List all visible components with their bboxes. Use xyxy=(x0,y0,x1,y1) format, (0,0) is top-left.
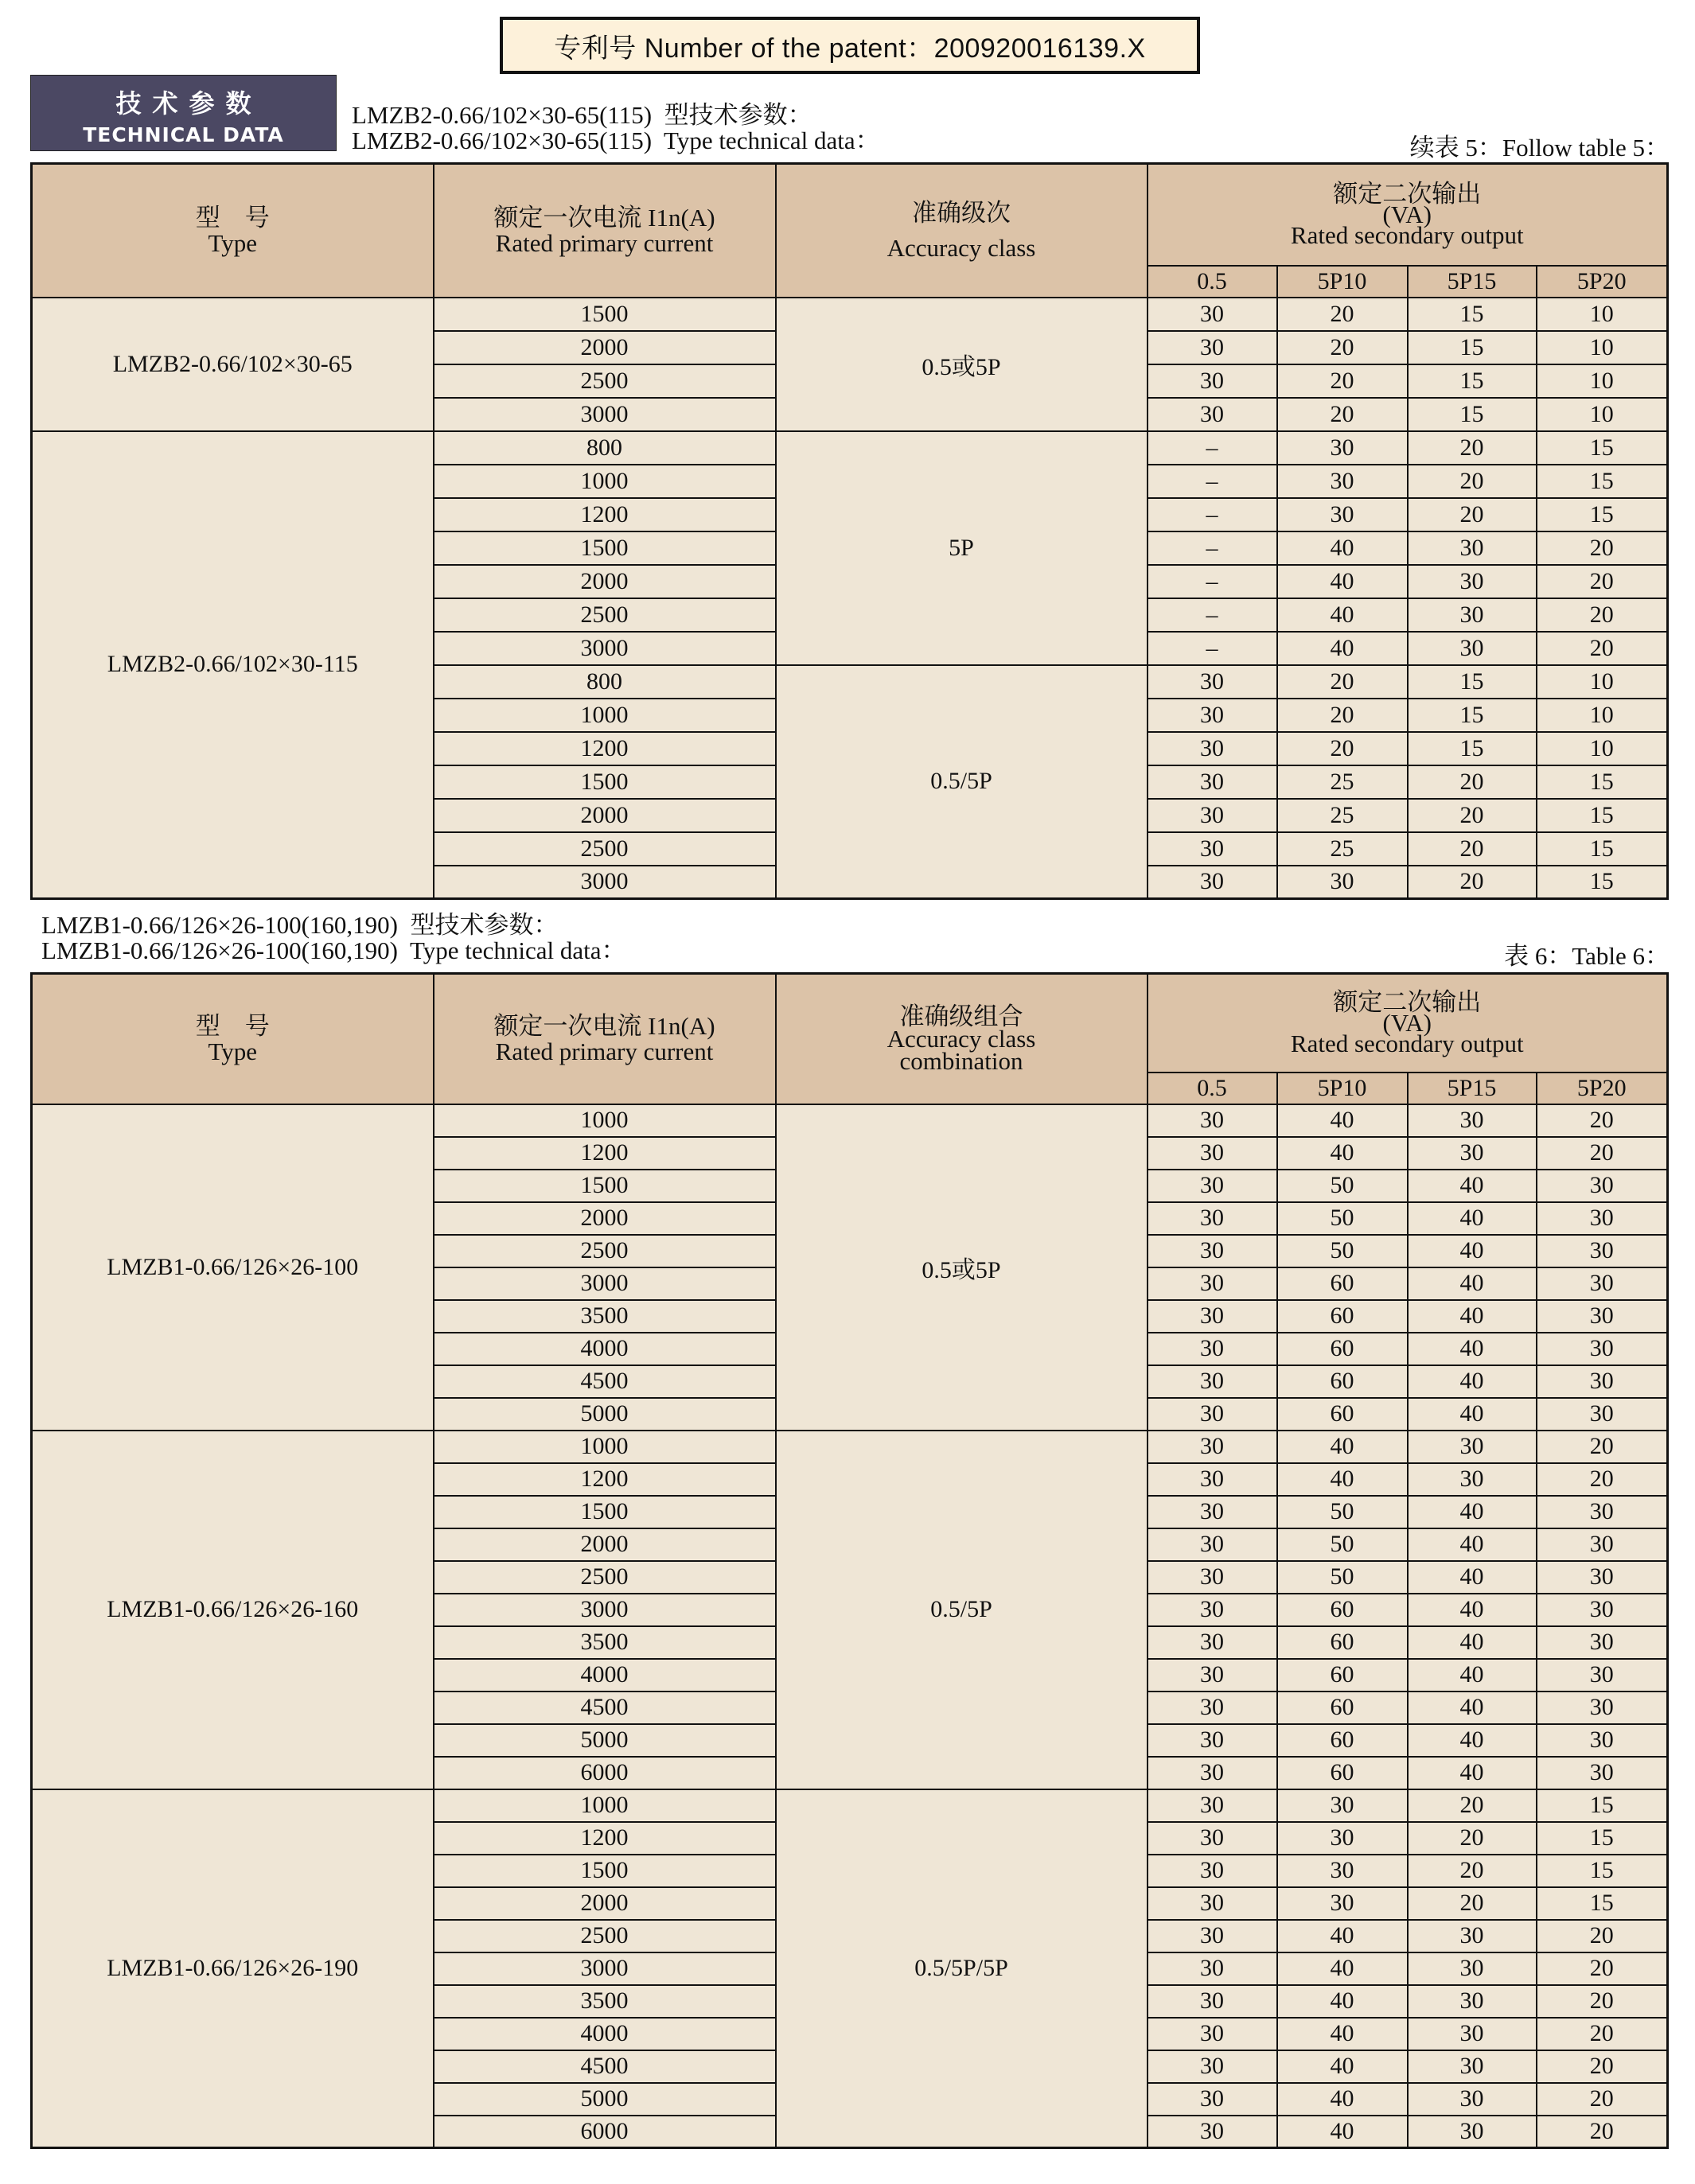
primary-current-cell: 2500 xyxy=(434,1561,776,1594)
output-5p15-cell: 40 xyxy=(1408,1496,1537,1528)
primary-current-cell: 5000 xyxy=(434,1398,776,1431)
primary-current-cell: 1200 xyxy=(434,1463,776,1496)
primary-current-cell: 4500 xyxy=(434,1365,776,1398)
output-0-5-cell: 30 xyxy=(1148,1887,1277,1920)
output-5p10-cell: 50 xyxy=(1277,1561,1408,1594)
type-cell: LMZB2-0.66/102×30-115 xyxy=(32,431,434,899)
output-5p20-cell: 30 xyxy=(1537,1365,1668,1398)
primary-current-cell: 2000 xyxy=(434,565,776,598)
output-5p20-cell: 15 xyxy=(1537,765,1668,799)
output-5p10-cell: 20 xyxy=(1277,699,1408,732)
output-5p15-cell: 15 xyxy=(1408,699,1537,732)
output-5p10-cell: 30 xyxy=(1277,1887,1408,1920)
output-5p10-cell: 20 xyxy=(1277,298,1408,331)
header-type: 型 号 Type xyxy=(32,164,434,298)
header-accuracy-combination: 准确级组合 Accuracy class combination xyxy=(776,974,1148,1104)
output-0-5-cell: 30 xyxy=(1148,765,1277,799)
output-0-5-cell: – xyxy=(1148,431,1277,465)
output-0-5-cell: 30 xyxy=(1148,1137,1277,1170)
table-row xyxy=(32,1789,1668,1822)
header-primary-current: 额定一次电流 I1n(A) Rated primary current xyxy=(434,164,776,298)
output-5p10-cell: 30 xyxy=(1277,1822,1408,1855)
output-5p20-cell: 15 xyxy=(1537,498,1668,531)
table-row xyxy=(32,1104,1668,1137)
output-5p15-cell: 30 xyxy=(1408,2083,1537,2116)
output-5p20-cell: 30 xyxy=(1537,1333,1668,1365)
output-5p10-cell: 30 xyxy=(1277,1789,1408,1822)
primary-current-cell: 3500 xyxy=(434,1626,776,1659)
output-5p15-cell: 40 xyxy=(1408,1202,1537,1235)
table6 xyxy=(30,972,1669,2149)
output-5p15-cell: 20 xyxy=(1408,498,1537,531)
output-5p20-cell: 20 xyxy=(1537,1952,1668,1985)
table6-label: 表 6：Table 6： xyxy=(1504,942,1670,970)
output-5p20-cell: 30 xyxy=(1537,1724,1668,1757)
output-5p15-cell: 15 xyxy=(1408,665,1537,699)
output-5p20-cell: 20 xyxy=(1537,2050,1668,2083)
output-5p20-cell: 30 xyxy=(1537,1496,1668,1528)
output-5p20-cell: 30 xyxy=(1537,1692,1668,1724)
output-5p10-cell: 60 xyxy=(1277,1626,1408,1659)
output-5p10-cell: 60 xyxy=(1277,1333,1408,1365)
output-0-5-cell: 30 xyxy=(1148,1333,1277,1365)
output-5p20-cell: 10 xyxy=(1537,398,1668,431)
primary-current-cell: 2500 xyxy=(434,832,776,866)
output-5p15-cell: 30 xyxy=(1408,2018,1537,2050)
header-sub-5p15: 5P15 xyxy=(1408,1073,1537,1104)
output-0-5-cell: 30 xyxy=(1148,832,1277,866)
table-row xyxy=(32,1431,1668,1463)
output-0-5-cell: 30 xyxy=(1148,1594,1277,1626)
output-5p20-cell: 10 xyxy=(1537,298,1668,331)
primary-current-cell: 4500 xyxy=(434,1692,776,1724)
output-5p10-cell: 25 xyxy=(1277,799,1408,832)
output-5p20-cell: 30 xyxy=(1537,1659,1668,1692)
output-5p10-cell: 40 xyxy=(1277,1104,1408,1137)
output-5p20-cell: 20 xyxy=(1537,1920,1668,1952)
output-5p10-cell: 30 xyxy=(1277,1855,1408,1887)
output-0-5-cell: 30 xyxy=(1148,1561,1277,1594)
output-5p15-cell: 40 xyxy=(1408,1724,1537,1757)
output-5p10-cell: 30 xyxy=(1277,498,1408,531)
output-5p20-cell: 20 xyxy=(1537,1431,1668,1463)
primary-current-cell: 4000 xyxy=(434,1659,776,1692)
output-5p10-cell: 40 xyxy=(1277,2050,1408,2083)
output-5p15-cell: 30 xyxy=(1408,2050,1537,2083)
primary-current-cell: 1200 xyxy=(434,732,776,765)
primary-current-cell: 2500 xyxy=(434,598,776,632)
primary-current-cell: 4000 xyxy=(434,1333,776,1365)
output-5p20-cell: 10 xyxy=(1537,331,1668,364)
header-type: 型 号 Type xyxy=(32,974,434,1104)
output-5p15-cell: 20 xyxy=(1408,765,1537,799)
output-5p15-cell: 40 xyxy=(1408,1398,1537,1431)
output-0-5-cell: 30 xyxy=(1148,1659,1277,1692)
header-sub-0-5: 0.5 xyxy=(1148,1073,1277,1104)
output-5p10-cell: 60 xyxy=(1277,1594,1408,1626)
output-5p10-cell: 40 xyxy=(1277,1463,1408,1496)
output-5p10-cell: 50 xyxy=(1277,1170,1408,1202)
output-0-5-cell: 30 xyxy=(1148,665,1277,699)
type-cell: LMZB1-0.66/126×26-100 xyxy=(32,1104,434,1431)
table-row xyxy=(32,431,1668,465)
output-5p15-cell: 20 xyxy=(1408,1887,1537,1920)
output-5p20-cell: 15 xyxy=(1537,1887,1668,1920)
output-5p15-cell: 40 xyxy=(1408,1333,1537,1365)
output-5p20-cell: 15 xyxy=(1537,1822,1668,1855)
output-5p15-cell: 15 xyxy=(1408,298,1537,331)
primary-current-cell: 3500 xyxy=(434,1300,776,1333)
output-0-5-cell: 30 xyxy=(1148,1952,1277,1985)
output-5p20-cell: 30 xyxy=(1537,1170,1668,1202)
output-5p10-cell: 40 xyxy=(1277,2018,1408,2050)
output-0-5-cell: 30 xyxy=(1148,331,1277,364)
header-sub-0-5: 0.5 xyxy=(1148,266,1277,298)
output-5p20-cell: 20 xyxy=(1537,598,1668,632)
output-5p15-cell: 40 xyxy=(1408,1626,1537,1659)
output-5p10-cell: 40 xyxy=(1277,565,1408,598)
output-5p15-cell: 15 xyxy=(1408,732,1537,765)
output-5p10-cell: 40 xyxy=(1277,1985,1408,2018)
output-5p20-cell: 30 xyxy=(1537,1757,1668,1789)
output-5p15-cell: 20 xyxy=(1408,1855,1537,1887)
primary-current-cell: 2000 xyxy=(434,1202,776,1235)
output-0-5-cell: 30 xyxy=(1148,1235,1277,1267)
output-5p20-cell: 30 xyxy=(1537,1528,1668,1561)
output-5p15-cell: 40 xyxy=(1408,1170,1537,1202)
output-0-5-cell: 30 xyxy=(1148,1431,1277,1463)
output-5p10-cell: 50 xyxy=(1277,1496,1408,1528)
output-5p10-cell: 50 xyxy=(1277,1202,1408,1235)
primary-current-cell: 3000 xyxy=(434,1594,776,1626)
output-5p10-cell: 40 xyxy=(1277,1137,1408,1170)
output-0-5-cell: – xyxy=(1148,632,1277,665)
primary-current-cell: 3000 xyxy=(434,632,776,665)
output-0-5-cell: – xyxy=(1148,531,1277,565)
output-0-5-cell: 30 xyxy=(1148,1202,1277,1235)
type-cell: LMZB2-0.66/102×30-65 xyxy=(32,298,434,431)
output-0-5-cell: 30 xyxy=(1148,1496,1277,1528)
output-5p15-cell: 30 xyxy=(1408,632,1537,665)
output-5p20-cell: 10 xyxy=(1537,364,1668,398)
primary-current-cell: 3000 xyxy=(434,866,776,899)
output-5p10-cell: 40 xyxy=(1277,2083,1408,2116)
output-0-5-cell: 30 xyxy=(1148,699,1277,732)
output-0-5-cell: 30 xyxy=(1148,1789,1277,1822)
output-0-5-cell: 30 xyxy=(1148,1170,1277,1202)
primary-current-cell: 1200 xyxy=(434,1822,776,1855)
table5-caption-en: LMZB2-0.66/102×30-65(115) Type technical data： xyxy=(352,127,880,154)
output-5p20-cell: 30 xyxy=(1537,1202,1668,1235)
primary-current-cell: 6000 xyxy=(434,1757,776,1789)
output-5p20-cell: 15 xyxy=(1537,431,1668,465)
badge-title-cn: 技术参数 xyxy=(115,88,263,119)
output-5p20-cell: 30 xyxy=(1537,1267,1668,1300)
output-5p10-cell: 20 xyxy=(1277,732,1408,765)
primary-current-cell: 3500 xyxy=(434,1985,776,2018)
accuracy-class-cell: 0.5/5P xyxy=(776,665,1148,899)
output-5p20-cell: 10 xyxy=(1537,732,1668,765)
output-5p15-cell: 40 xyxy=(1408,1267,1537,1300)
output-5p10-cell: 20 xyxy=(1277,364,1408,398)
primary-current-cell: 6000 xyxy=(434,2116,776,2148)
output-0-5-cell: 30 xyxy=(1148,799,1277,832)
primary-current-cell: 4500 xyxy=(434,2050,776,2083)
output-0-5-cell: 30 xyxy=(1148,1463,1277,1496)
output-5p15-cell: 30 xyxy=(1408,1920,1537,1952)
output-0-5-cell: 30 xyxy=(1148,1528,1277,1561)
output-5p20-cell: 30 xyxy=(1537,1398,1668,1431)
output-5p20-cell: 15 xyxy=(1537,866,1668,899)
primary-current-cell: 1500 xyxy=(434,1496,776,1528)
output-0-5-cell: 30 xyxy=(1148,1985,1277,2018)
output-0-5-cell: 30 xyxy=(1148,298,1277,331)
accuracy-class-cell: 0.5或5P xyxy=(776,298,1148,431)
output-5p15-cell: 30 xyxy=(1408,1463,1537,1496)
output-5p20-cell: 30 xyxy=(1537,1594,1668,1626)
type-cell: LMZB1-0.66/126×26-190 xyxy=(32,1789,434,2148)
output-5p15-cell: 40 xyxy=(1408,1300,1537,1333)
output-5p15-cell: 20 xyxy=(1408,832,1537,866)
accuracy-class-cell: 0.5或5P xyxy=(776,1104,1148,1431)
output-0-5-cell: 30 xyxy=(1148,2018,1277,2050)
output-5p15-cell: 40 xyxy=(1408,1528,1537,1561)
primary-current-cell: 1500 xyxy=(434,531,776,565)
primary-current-cell: 2000 xyxy=(434,1887,776,1920)
output-5p15-cell: 40 xyxy=(1408,1561,1537,1594)
output-5p10-cell: 40 xyxy=(1277,531,1408,565)
patent-number-box: 专利号 Number of the patent：200920016139.X xyxy=(500,17,1200,74)
output-5p10-cell: 40 xyxy=(1277,598,1408,632)
header-sub-5p20: 5P20 xyxy=(1537,266,1668,298)
primary-current-cell: 4000 xyxy=(434,2018,776,2050)
table5-label: 续表 5：Follow table 5： xyxy=(1409,134,1670,162)
output-0-5-cell: 30 xyxy=(1148,1920,1277,1952)
output-0-5-cell: – xyxy=(1148,498,1277,531)
badge-title-en: TECHNICAL DATA xyxy=(83,123,284,146)
output-5p20-cell: 20 xyxy=(1537,2018,1668,2050)
output-0-5-cell: 30 xyxy=(1148,1300,1277,1333)
primary-current-cell: 1500 xyxy=(434,1170,776,1202)
output-0-5-cell: 30 xyxy=(1148,1365,1277,1398)
header-secondary-output: 额定二次输出 (VA) Rated secondary output xyxy=(1148,974,1668,1073)
header-sub-5p20: 5P20 xyxy=(1537,1073,1668,1104)
output-5p20-cell: 20 xyxy=(1537,1137,1668,1170)
output-0-5-cell: 30 xyxy=(1148,1855,1277,1887)
output-5p15-cell: 15 xyxy=(1408,398,1537,431)
output-5p15-cell: 20 xyxy=(1408,1822,1537,1855)
output-5p20-cell: 20 xyxy=(1537,632,1668,665)
output-5p15-cell: 20 xyxy=(1408,431,1537,465)
output-5p15-cell: 15 xyxy=(1408,331,1537,364)
primary-current-cell: 2500 xyxy=(434,364,776,398)
primary-current-cell: 3000 xyxy=(434,398,776,431)
output-0-5-cell: 30 xyxy=(1148,732,1277,765)
output-5p20-cell: 15 xyxy=(1537,832,1668,866)
output-5p10-cell: 20 xyxy=(1277,665,1408,699)
output-5p15-cell: 30 xyxy=(1408,565,1537,598)
output-0-5-cell: 30 xyxy=(1148,866,1277,899)
header-secondary-output: 额定二次输出 (VA) Rated secondary output xyxy=(1148,164,1668,266)
output-5p10-cell: 25 xyxy=(1277,832,1408,866)
output-0-5-cell: – xyxy=(1148,565,1277,598)
output-5p15-cell: 30 xyxy=(1408,1952,1537,1985)
output-5p15-cell: 20 xyxy=(1408,799,1537,832)
primary-current-cell: 1200 xyxy=(434,498,776,531)
output-5p20-cell: 20 xyxy=(1537,1463,1668,1496)
output-5p15-cell: 30 xyxy=(1408,1985,1537,2018)
output-5p20-cell: 20 xyxy=(1537,565,1668,598)
primary-current-cell: 800 xyxy=(434,665,776,699)
header-sub-5p10: 5P10 xyxy=(1277,1073,1408,1104)
output-5p10-cell: 25 xyxy=(1277,765,1408,799)
primary-current-cell: 2000 xyxy=(434,331,776,364)
output-5p15-cell: 30 xyxy=(1408,1431,1537,1463)
primary-current-cell: 1500 xyxy=(434,298,776,331)
output-5p20-cell: 30 xyxy=(1537,1561,1668,1594)
header-primary-current: 额定一次电流 I1n(A) Rated primary current xyxy=(434,974,776,1104)
output-5p15-cell: 20 xyxy=(1408,465,1537,498)
output-5p10-cell: 60 xyxy=(1277,1692,1408,1724)
output-5p20-cell: 15 xyxy=(1537,1789,1668,1822)
output-0-5-cell: 30 xyxy=(1148,1398,1277,1431)
output-5p10-cell: 40 xyxy=(1277,1920,1408,1952)
output-5p20-cell: 15 xyxy=(1537,1855,1668,1887)
output-5p15-cell: 30 xyxy=(1408,1104,1537,1137)
output-5p10-cell: 60 xyxy=(1277,1659,1408,1692)
output-5p20-cell: 20 xyxy=(1537,2116,1668,2148)
output-5p15-cell: 20 xyxy=(1408,1789,1537,1822)
table5 xyxy=(30,162,1669,900)
output-5p20-cell: 15 xyxy=(1537,465,1668,498)
output-5p10-cell: 50 xyxy=(1277,1235,1408,1267)
primary-current-cell: 1500 xyxy=(434,765,776,799)
output-5p20-cell: 30 xyxy=(1537,1235,1668,1267)
output-5p10-cell: 20 xyxy=(1277,331,1408,364)
output-0-5-cell: 30 xyxy=(1148,1104,1277,1137)
primary-current-cell: 2000 xyxy=(434,799,776,832)
output-0-5-cell: – xyxy=(1148,598,1277,632)
output-0-5-cell: 30 xyxy=(1148,2083,1277,2116)
primary-current-cell: 3000 xyxy=(434,1952,776,1985)
output-5p10-cell: 40 xyxy=(1277,632,1408,665)
output-5p20-cell: 30 xyxy=(1537,1300,1668,1333)
primary-current-cell: 1000 xyxy=(434,1789,776,1822)
primary-current-cell: 2000 xyxy=(434,1528,776,1561)
output-5p20-cell: 10 xyxy=(1537,665,1668,699)
table5-caption-cn: LMZB2-0.66/102×30-65(115) 型技术参数： xyxy=(352,101,812,129)
output-5p15-cell: 15 xyxy=(1408,364,1537,398)
accuracy-class-cell: 0.5/5P/5P xyxy=(776,1789,1148,2148)
primary-current-cell: 1000 xyxy=(434,465,776,498)
output-5p10-cell: 60 xyxy=(1277,1724,1408,1757)
output-0-5-cell: 30 xyxy=(1148,1626,1277,1659)
output-5p10-cell: 60 xyxy=(1277,1267,1408,1300)
accuracy-class-cell: 5P xyxy=(776,431,1148,665)
output-5p10-cell: 60 xyxy=(1277,1365,1408,1398)
output-5p20-cell: 15 xyxy=(1537,799,1668,832)
output-0-5-cell: 30 xyxy=(1148,2116,1277,2148)
output-5p15-cell: 30 xyxy=(1408,1137,1537,1170)
table6-body xyxy=(32,1104,1668,2148)
type-cell: LMZB1-0.66/126×26-160 xyxy=(32,1431,434,1789)
primary-current-cell: 2500 xyxy=(434,1920,776,1952)
output-5p15-cell: 20 xyxy=(1408,866,1537,899)
table-row xyxy=(32,298,1668,331)
output-5p10-cell: 20 xyxy=(1277,398,1408,431)
output-0-5-cell: 30 xyxy=(1148,1822,1277,1855)
output-5p15-cell: 40 xyxy=(1408,1594,1537,1626)
output-5p20-cell: 20 xyxy=(1537,1104,1668,1137)
output-5p20-cell: 20 xyxy=(1537,531,1668,565)
output-5p15-cell: 30 xyxy=(1408,598,1537,632)
output-5p20-cell: 10 xyxy=(1537,699,1668,732)
header-sub-5p10: 5P10 xyxy=(1277,266,1408,298)
output-5p20-cell: 20 xyxy=(1537,1985,1668,2018)
output-0-5-cell: 30 xyxy=(1148,1757,1277,1789)
output-5p10-cell: 50 xyxy=(1277,1528,1408,1561)
output-0-5-cell: 30 xyxy=(1148,398,1277,431)
table6-caption-cn: LMZB1-0.66/126×26-100(160,190) 型技术参数： xyxy=(41,911,559,939)
output-5p20-cell: 30 xyxy=(1537,1626,1668,1659)
output-0-5-cell: 30 xyxy=(1148,2050,1277,2083)
output-5p10-cell: 40 xyxy=(1277,1952,1408,1985)
output-0-5-cell: 30 xyxy=(1148,364,1277,398)
accuracy-class-cell: 0.5/5P xyxy=(776,1431,1148,1789)
output-0-5-cell: 30 xyxy=(1148,1267,1277,1300)
primary-current-cell: 1000 xyxy=(434,1431,776,1463)
primary-current-cell: 1000 xyxy=(434,699,776,732)
output-5p15-cell: 40 xyxy=(1408,1692,1537,1724)
output-0-5-cell: – xyxy=(1148,465,1277,498)
output-5p10-cell: 40 xyxy=(1277,2116,1408,2148)
output-5p10-cell: 60 xyxy=(1277,1300,1408,1333)
output-5p10-cell: 30 xyxy=(1277,866,1408,899)
primary-current-cell: 2500 xyxy=(434,1235,776,1267)
output-5p15-cell: 40 xyxy=(1408,1659,1537,1692)
primary-current-cell: 5000 xyxy=(434,2083,776,2116)
primary-current-cell: 1500 xyxy=(434,1855,776,1887)
output-5p20-cell: 20 xyxy=(1537,2083,1668,2116)
primary-current-cell: 3000 xyxy=(434,1267,776,1300)
output-5p10-cell: 60 xyxy=(1277,1398,1408,1431)
primary-current-cell: 5000 xyxy=(434,1724,776,1757)
output-0-5-cell: 30 xyxy=(1148,1724,1277,1757)
output-5p15-cell: 40 xyxy=(1408,1235,1537,1267)
primary-current-cell: 1000 xyxy=(434,1104,776,1137)
header-accuracy-class: 准确级次 Accuracy class xyxy=(776,164,1148,298)
header-sub-5p15: 5P15 xyxy=(1408,266,1537,298)
output-5p15-cell: 40 xyxy=(1408,1757,1537,1789)
output-5p10-cell: 30 xyxy=(1277,465,1408,498)
output-5p15-cell: 30 xyxy=(1408,531,1537,565)
table6-caption-en: LMZB1-0.66/126×26-100(160,190) Type technical data： xyxy=(41,936,626,964)
output-5p10-cell: 30 xyxy=(1277,431,1408,465)
primary-current-cell: 800 xyxy=(434,431,776,465)
primary-current-cell: 1200 xyxy=(434,1137,776,1170)
table5-body xyxy=(32,298,1668,899)
output-5p10-cell: 40 xyxy=(1277,1431,1408,1463)
technical-data-badge xyxy=(30,75,337,151)
output-5p15-cell: 40 xyxy=(1408,1365,1537,1398)
output-5p10-cell: 60 xyxy=(1277,1757,1408,1789)
output-5p15-cell: 30 xyxy=(1408,2116,1537,2148)
output-0-5-cell: 30 xyxy=(1148,1692,1277,1724)
